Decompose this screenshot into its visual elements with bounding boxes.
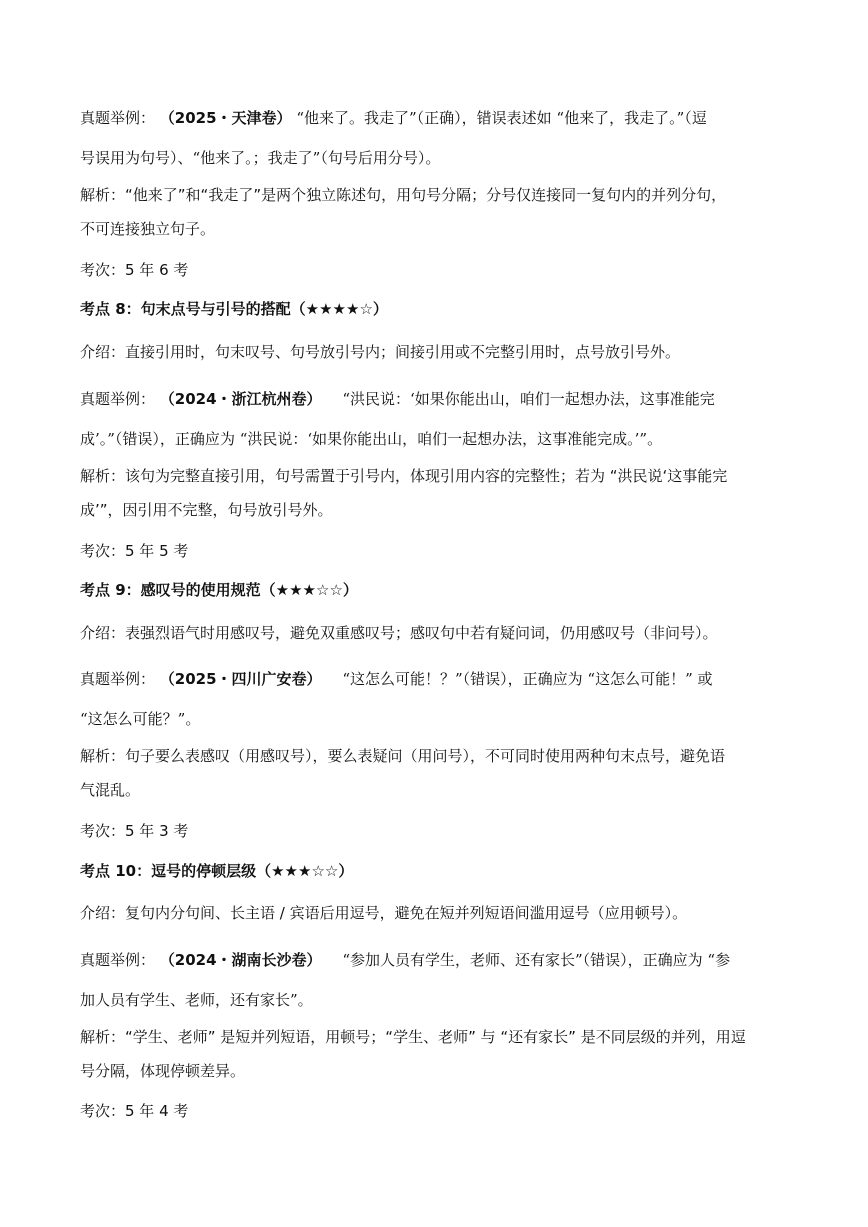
example-label: 真题举例： <box>80 670 156 688</box>
example-source: （2025・四川广安卷） <box>159 670 322 688</box>
example-text: “洪民说：‘如果你能出山，咱们一起想办法，这事准能完 <box>342 390 715 408</box>
analysis-line-cont: 成’”，因引用不完整，句号放引号外。 <box>80 501 333 519</box>
example-line-cont: 加人员有学生、老师，还有家长”。 <box>80 991 313 1009</box>
frequency-text: 考次：5 年 3 考 <box>80 822 189 840</box>
intro-text: 介绍：表强烈语气时用感叹号，避免双重感叹号；感叹句中若有疑问词，仍用感叹号（非问号）。 <box>80 624 718 642</box>
example-label: 真题举例： <box>80 390 156 408</box>
intro-text: 介绍：直接引用时，句末叹号、句号放引号内；间接引用或不完整引用时，点号放引号外。 <box>80 343 681 361</box>
intro-text: 介绍：复句内分句间、长主语 / 宾语后用逗号，避免在短并列短语间滥用逗号（应用顿号）。 <box>80 904 688 922</box>
analysis-line: 解析：句子要么表感叹（用感叹号），要么表疑问（用问号），不可同时使用两种句末点号，避免语 <box>80 747 726 765</box>
example-line <box>80 950 800 970</box>
example-line-cont: 成’。”（错误），正确应为 “洪民说：‘如果你能出山，咱们一起想办法，这事准能完成。’”。 <box>80 430 663 448</box>
analysis-line-cont: 不可连接独立句子。 <box>80 220 216 238</box>
example-label: 真题举例： <box>80 109 156 127</box>
example-line <box>80 108 800 128</box>
example-text: “他来了。我走了”（正确），错误表述如 “他来了，我走了。”（逗 <box>296 109 707 127</box>
section-heading: 考点 10：逗号的停顿层级（★★★☆☆） <box>80 862 354 880</box>
example-line-cont: “这怎么可能？”。 <box>80 710 201 728</box>
analysis-line: 解析：“学生、老师” 是短并列短语，用顿号；“学生、老师” 与 “还有家长” 是不同层级的并列，用逗 <box>80 1028 746 1046</box>
analysis-line-cont: 气混乱。 <box>80 781 141 799</box>
example-text: “参加人员有学生，老师、还有家长”（错误），正确应为 “参 <box>342 951 731 969</box>
frequency-text: 考次：5 年 6 考 <box>80 261 189 279</box>
analysis-line-cont: 号分隔，体现停顿差异。 <box>80 1062 246 1080</box>
analysis-line: 解析：该句为完整直接引用，句号需置于引号内，体现引用内容的完整性；若为 “洪民说‘这事能完 <box>80 467 728 485</box>
example-text: “这怎么可能！？”（错误），正确应为 “这怎么可能！” 或 <box>342 670 713 688</box>
section-heading: 考点 9：感叹号的使用规范（★★★☆☆） <box>80 581 358 599</box>
example-line <box>80 389 800 409</box>
frequency-text: 考次：5 年 5 考 <box>80 542 189 560</box>
example-source: （2025・天津卷） <box>159 109 292 127</box>
example-label: 真题举例： <box>80 951 156 969</box>
example-line-cont: 号误用为句号）、“他来了。；我走了”（句号后用分号）。 <box>80 149 441 167</box>
frequency-text: 考次：5 年 4 考 <box>80 1102 189 1120</box>
section-heading: 考点 8：句末点号与引号的搭配（★★★★☆） <box>80 300 388 318</box>
analysis-line: 解析：“他来了”和“我走了”是两个独立陈述句，用句号分隔；分号仅连接同一复句内的并列分句， <box>80 186 727 204</box>
example-line <box>80 669 800 689</box>
example-source: （2024・湖南长沙卷） <box>159 951 322 969</box>
example-source: （2024・浙江杭州卷） <box>159 390 322 408</box>
